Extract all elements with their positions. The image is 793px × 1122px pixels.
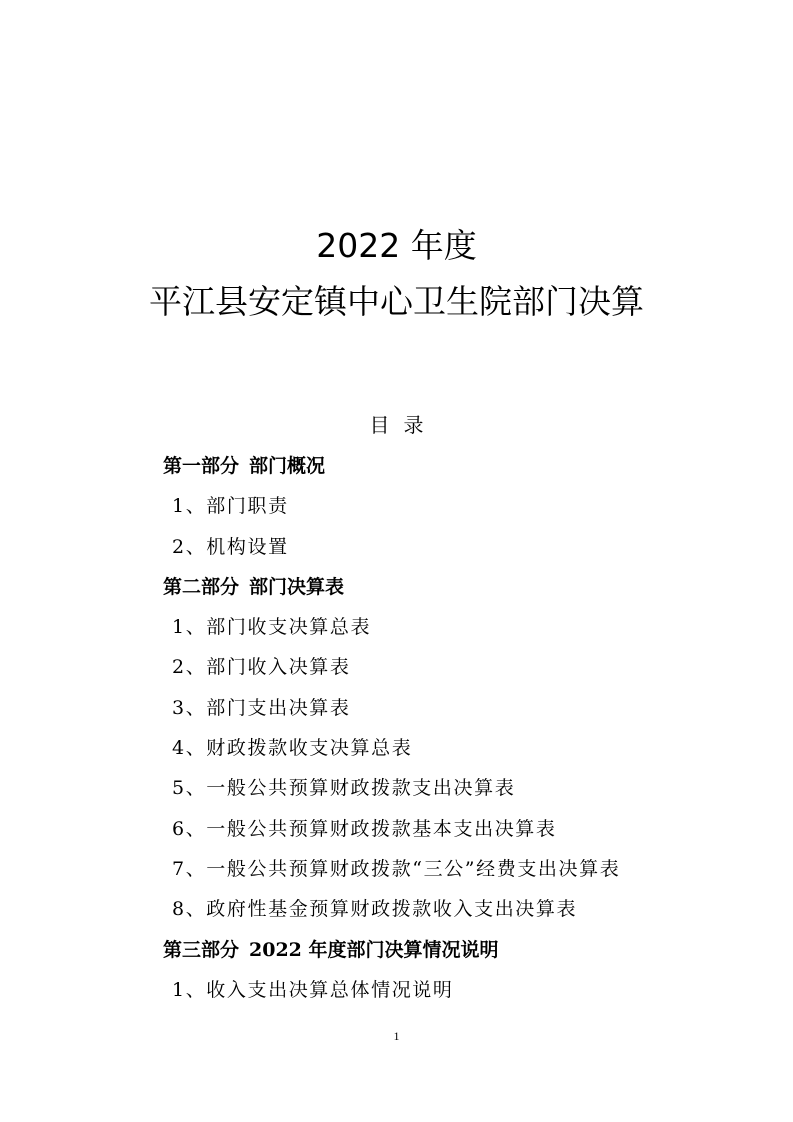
toc-heading (0, 411, 793, 439)
toc-part-title: 部门决算表 (249, 575, 345, 598)
document-title-year: 2022 年度 (316, 226, 477, 265)
toc-part-label: 第二部分 (163, 575, 240, 598)
toc-heading-char: 目 (369, 413, 390, 437)
toc-part-3 (0, 930, 793, 970)
toc-item: 2、部门收入决算表 (172, 656, 351, 679)
toc-part-1 (0, 446, 793, 486)
toc-part-2 (0, 567, 793, 607)
document-title-organization: 平江县安定镇中心卫生院部门决算 (149, 282, 644, 321)
toc-item: 4、财政拨款收支决算总表 (172, 737, 413, 760)
toc-part-title: 2022 年度部门决算情况说明 (249, 938, 499, 961)
toc-item: 2、机构设置 (172, 535, 289, 558)
toc-part-title: 部门概况 (249, 455, 326, 477)
table-of-contents (0, 446, 793, 1010)
page-number: 1 (393, 1029, 400, 1043)
toc-item: 3、部门支出决算表 (172, 696, 351, 719)
toc-item: 1、收入支出决算总体情况说明 (172, 978, 454, 1001)
toc-item: 1、部门收支决算总表 (172, 616, 372, 639)
toc-part-label: 第一部分 (163, 455, 240, 477)
toc-item: 7、一般公共预算财政拨款“三公”经费支出决算表 (172, 857, 621, 880)
toc-part-label: 第三部分 (163, 938, 240, 961)
toc-heading-char: 录 (403, 413, 424, 437)
toc-item: 5、一般公共预算财政拨款支出决算表 (172, 777, 516, 800)
toc-item: 8、政府性基金预算财政拨款收入支出决算表 (172, 898, 578, 921)
toc-item: 6、一般公共预算财政拨款基本支出决算表 (172, 817, 557, 840)
toc-item: 1、部门职责 (172, 495, 289, 518)
